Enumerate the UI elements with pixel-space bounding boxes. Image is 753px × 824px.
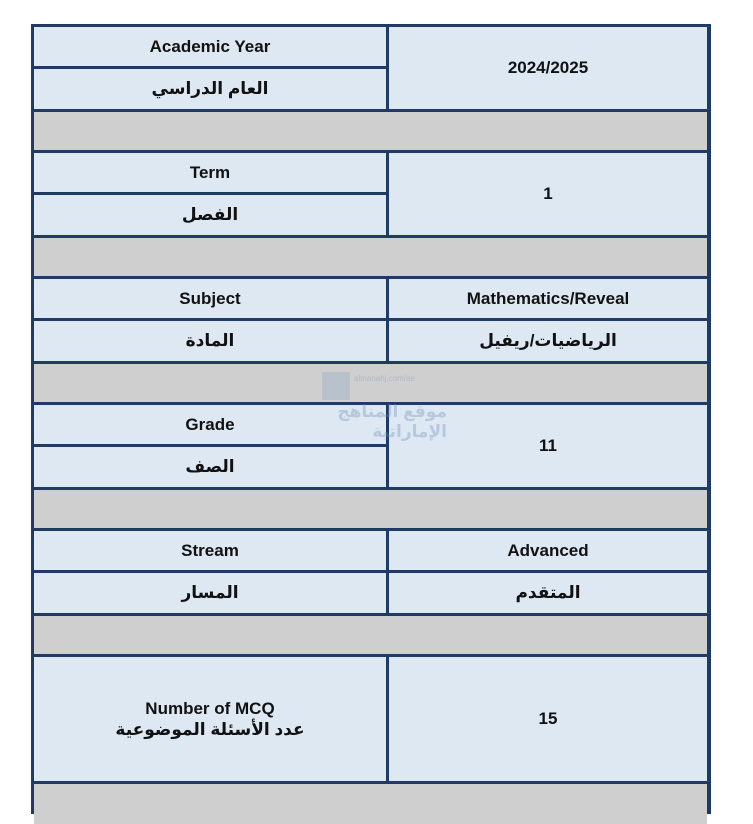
separator-row bbox=[34, 112, 707, 150]
separator-row bbox=[34, 784, 707, 824]
grade-label-ar: الصف bbox=[34, 447, 386, 487]
subject-value-ar: الرياضيات/ريفيل bbox=[389, 321, 707, 361]
subject-value-en: Mathematics/Reveal bbox=[389, 279, 707, 318]
term-label-en: Term bbox=[34, 153, 386, 192]
term-label-ar: الفصل bbox=[34, 195, 386, 235]
mcq-label-en: Number of MCQ bbox=[145, 698, 275, 718]
stream-value-en: Advanced bbox=[389, 531, 707, 570]
watermark-url: almanahj.com/ae bbox=[354, 374, 415, 383]
mcq-value: 15 bbox=[389, 657, 707, 781]
grade-label-en: Grade bbox=[34, 405, 386, 444]
academic-year-label-en: Academic Year bbox=[34, 27, 386, 66]
grade-value: 11 bbox=[389, 405, 707, 487]
stream-label-ar: المسار bbox=[34, 573, 386, 613]
separator-row bbox=[34, 238, 707, 276]
watermark bbox=[322, 372, 447, 441]
subject-label-ar: المادة bbox=[34, 321, 386, 361]
mcq-label-cell bbox=[34, 657, 386, 781]
stream-label-en: Stream bbox=[34, 531, 386, 570]
separator-row bbox=[34, 616, 707, 654]
academic-year-label-ar: العام الدراسي bbox=[34, 69, 386, 109]
watermark-text: موقع المناهج الإماراتية bbox=[337, 402, 447, 441]
subject-label-en: Subject bbox=[34, 279, 386, 318]
stream-value-ar: المتقدم bbox=[389, 573, 707, 613]
watermark-logo-icon bbox=[322, 372, 350, 400]
academic-year-value: 2024/2025 bbox=[389, 27, 707, 109]
term-value: 1 bbox=[389, 153, 707, 235]
mcq-label-ar: عدد الأسئلة الموضوعية bbox=[115, 720, 305, 739]
separator-row bbox=[34, 490, 707, 528]
